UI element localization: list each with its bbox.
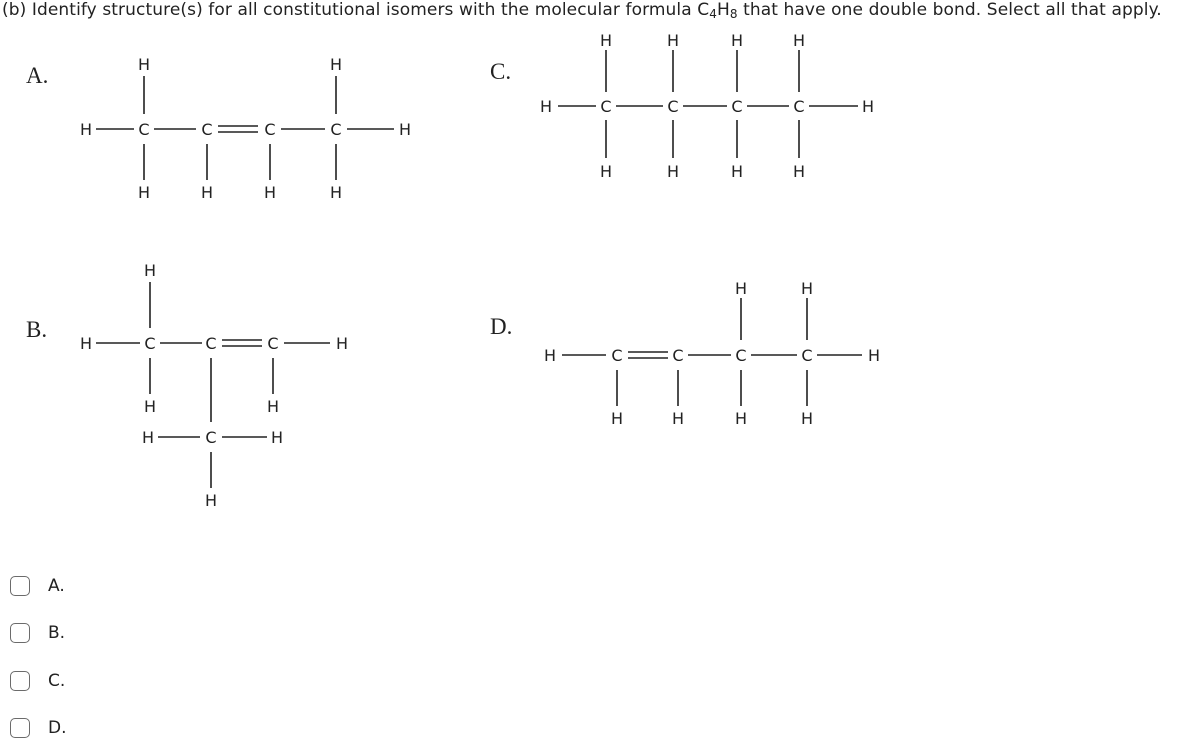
question-suffix: that have one double bond. Select all that apply. [737,0,1162,20]
atom-h: H [730,31,744,50]
atom-c: C [264,120,276,139]
atom-h: H [270,428,284,447]
atom-c: C [600,97,612,116]
formula-hydrogen: H [716,0,730,20]
atom-c: C [138,120,150,139]
atom-c: C [201,120,213,139]
option-d-checkbox[interactable] [10,718,30,738]
atom-h: H [204,491,218,510]
atom-h: H [329,55,343,74]
atom-h: H [734,409,748,428]
option-b[interactable] [10,619,65,647]
structure-c [490,31,874,181]
atom-h: H [398,120,412,139]
atom-c: C [731,97,743,116]
atom-c: C [267,334,279,353]
atom-h: H [143,397,157,416]
option-d-label: D. [48,718,67,738]
option-a[interactable] [10,572,65,600]
atom-h: H [599,31,613,50]
atom-h: H [734,279,748,298]
atom-c: C [611,346,623,365]
atom-c: C [205,428,217,447]
structure-c-label: C. [490,59,512,84]
atom-h: H [800,409,814,428]
atom-h: H [792,31,806,50]
atom-h: H [539,97,553,116]
option-a-checkbox[interactable] [10,576,30,596]
atom-h: H [141,428,155,447]
structure-a [26,55,411,202]
atom-h: H [79,120,93,139]
question-prefix: (b) Identify structure(s) for all constitutional isomers with the molecular formula C [2,0,710,20]
atom-h: H [867,346,881,365]
structure-a-label: A. [26,63,49,88]
atom-h: H [792,162,806,181]
atom-c: C [144,334,156,353]
atom-c: C [667,97,679,116]
atom-h: H [79,334,93,353]
atom-h: H [730,162,744,181]
atom-h: H [610,409,624,428]
atom-c: C [801,346,813,365]
atom-h: H [666,162,680,181]
structure-b [26,261,348,510]
structure-d-label: D. [490,314,513,339]
atom-h: H [200,183,214,202]
formula-subscript-carbon: 4 [709,7,717,21]
atom-h: H [666,31,680,50]
atom-h: H [861,97,875,116]
atom-c: C [672,346,684,365]
atom-h: H [263,183,277,202]
atom-c: C [793,97,805,116]
option-c-checkbox[interactable] [10,671,30,691]
atom-h: H [329,183,343,202]
atom-c: C [205,334,217,353]
option-b-checkbox[interactable] [10,623,30,643]
atom-h: H [671,409,685,428]
structure-d [490,279,880,428]
atom-h: H [266,397,280,416]
atom-c: C [735,346,747,365]
option-c[interactable] [10,667,65,695]
structure-b-label: B. [26,317,48,342]
option-b-label: B. [48,623,66,643]
formula-subscript-hydrogen: 8 [729,7,738,21]
atom-h: H [800,279,814,298]
option-c-label: C. [48,671,66,691]
atom-h: H [137,55,151,74]
atom-h: H [543,346,557,365]
atom-h: H [137,183,151,202]
atom-h: H [143,261,157,280]
atom-h: H [335,334,349,353]
option-a-label: A. [48,576,65,596]
atom-c: C [330,120,342,139]
atom-h: H [599,162,613,181]
